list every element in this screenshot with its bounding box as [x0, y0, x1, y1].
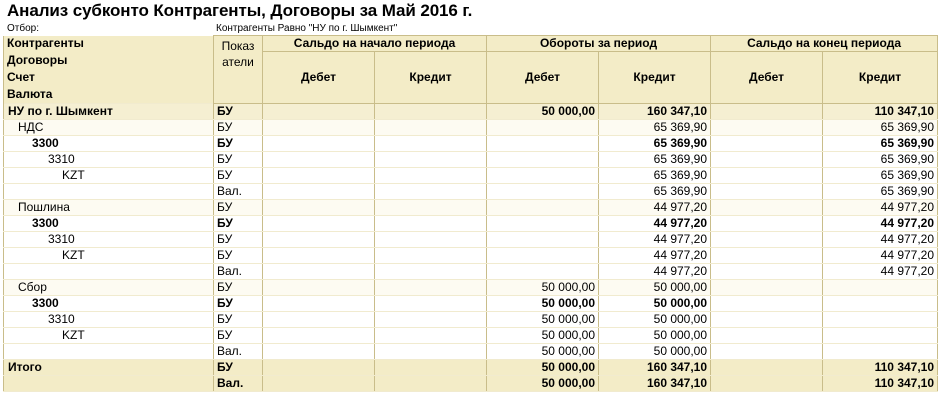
cell-opening-debit [263, 168, 375, 184]
cell-closing-debit [711, 376, 823, 392]
cell-turnover-credit: 44 977,20 [599, 248, 711, 264]
row-indicator: Вал. [214, 184, 263, 200]
row-indicator: БУ [214, 312, 263, 328]
cell-closing-debit [711, 296, 823, 312]
cell-opening-credit [375, 184, 487, 200]
header-closing-credit: Кредит [823, 52, 938, 104]
cell-closing-debit [711, 120, 823, 136]
table-row[interactable] [4, 344, 938, 360]
cell-opening-credit [375, 328, 487, 344]
cell-turnover-credit: 160 347,10 [599, 104, 711, 120]
cell-opening-debit [263, 104, 375, 120]
cell-closing-credit: 65 369,90 [823, 136, 938, 152]
cell-closing-debit [711, 168, 823, 184]
cell-closing-credit: 65 369,90 [823, 120, 938, 136]
cell-turnover-debit: 50 000,00 [487, 280, 599, 296]
cell-turnover-debit: 50 000,00 [487, 344, 599, 360]
table-row[interactable] [4, 104, 938, 120]
row-name: 3310 [4, 312, 214, 328]
cell-turnover-debit [487, 200, 599, 216]
row-name [4, 376, 214, 392]
cell-closing-credit [823, 312, 938, 328]
cell-turnover-debit: 50 000,00 [487, 360, 599, 376]
cell-opening-credit [375, 376, 487, 392]
cell-closing-debit [711, 328, 823, 344]
row-name: 3310 [4, 152, 214, 168]
cell-closing-credit [823, 280, 938, 296]
cell-opening-credit [375, 136, 487, 152]
cell-closing-debit [711, 344, 823, 360]
row-indicator: Вал. [214, 264, 263, 280]
row-indicator: Вал. [214, 344, 263, 360]
row-indicator: БУ [214, 248, 263, 264]
row-name [4, 264, 214, 280]
cell-turnover-credit: 50 000,00 [599, 296, 711, 312]
table-row[interactable] [4, 328, 938, 344]
report-title: Анализ субконто Контрагенты, Договоры за Май 2016 г. [7, 1, 473, 20]
cell-closing-debit [711, 216, 823, 232]
cell-opening-credit [375, 232, 487, 248]
header-level-contract: Договоры [4, 52, 214, 69]
cell-turnover-credit: 65 369,90 [599, 168, 711, 184]
cell-turnover-credit: 44 977,20 [599, 232, 711, 248]
cell-turnover-debit [487, 216, 599, 232]
cell-opening-debit [263, 376, 375, 392]
cell-closing-debit [711, 152, 823, 168]
table-row[interactable] [4, 296, 938, 312]
filter-value: Контрагенты Равно "НУ по г. Шымкент" [216, 23, 398, 34]
cell-opening-debit [263, 200, 375, 216]
header-turnover-credit: Кредит [599, 52, 711, 104]
cell-opening-debit [263, 216, 375, 232]
table-row[interactable] [4, 376, 938, 392]
cell-closing-credit: 110 347,10 [823, 104, 938, 120]
cell-opening-credit [375, 280, 487, 296]
cell-opening-debit [263, 120, 375, 136]
cell-opening-debit [263, 152, 375, 168]
cell-closing-credit: 44 977,20 [823, 200, 938, 216]
header-level-currency: Валюта [4, 86, 214, 104]
cell-opening-debit [263, 264, 375, 280]
cell-turnover-debit: 50 000,00 [487, 328, 599, 344]
cell-closing-debit [711, 136, 823, 152]
header-closing-balance: Сальдо на конец периода [711, 36, 938, 52]
row-indicator: БУ [214, 104, 263, 120]
cell-closing-credit: 110 347,10 [823, 376, 938, 392]
table-row[interactable] [4, 136, 938, 152]
row-name: НДС [4, 120, 214, 136]
row-indicator: БУ [214, 280, 263, 296]
cell-turnover-debit [487, 136, 599, 152]
table-row[interactable] [4, 216, 938, 232]
cell-opening-credit [375, 168, 487, 184]
cell-closing-credit: 44 977,20 [823, 216, 938, 232]
header-level-account: Счет [4, 69, 214, 86]
table-row[interactable] [4, 168, 938, 184]
cell-turnover-credit: 50 000,00 [599, 280, 711, 296]
row-name: Пошлина [4, 200, 214, 216]
row-indicator: БУ [214, 136, 263, 152]
row-indicator: БУ [214, 200, 263, 216]
cell-opening-credit [375, 264, 487, 280]
cell-closing-credit: 44 977,20 [823, 264, 938, 280]
cell-opening-credit [375, 344, 487, 360]
row-indicator: БУ [214, 296, 263, 312]
row-indicator: БУ [214, 216, 263, 232]
table-row[interactable] [4, 200, 938, 216]
header-level-counterparty: Контрагенты [4, 36, 214, 52]
cell-turnover-debit [487, 232, 599, 248]
cell-opening-credit [375, 104, 487, 120]
cell-turnover-credit: 160 347,10 [599, 376, 711, 392]
cell-closing-credit: 110 347,10 [823, 360, 938, 376]
header-opening-balance: Сальдо на начало периода [263, 36, 487, 52]
header-indicator: Показ атели [214, 36, 263, 104]
row-indicator: БУ [214, 120, 263, 136]
row-name [4, 184, 214, 200]
cell-opening-debit [263, 312, 375, 328]
row-indicator: БУ [214, 360, 263, 376]
cell-closing-credit: 65 369,90 [823, 184, 938, 200]
row-indicator: Вал. [214, 376, 263, 392]
table-row[interactable] [4, 280, 938, 296]
row-name: НУ по г. Шымкент [4, 104, 214, 120]
table-row[interactable] [4, 360, 938, 376]
cell-opening-credit [375, 360, 487, 376]
cell-turnover-credit: 50 000,00 [599, 344, 711, 360]
table-row[interactable] [4, 152, 938, 168]
cell-turnover-debit: 50 000,00 [487, 296, 599, 312]
cell-turnover-debit [487, 248, 599, 264]
cell-turnover-credit: 50 000,00 [599, 328, 711, 344]
table-row[interactable] [4, 312, 938, 328]
cell-turnover-credit: 65 369,90 [599, 120, 711, 136]
cell-turnover-debit: 50 000,00 [487, 376, 599, 392]
cell-opening-debit [263, 136, 375, 152]
cell-closing-credit: 65 369,90 [823, 168, 938, 184]
row-name: 3300 [4, 136, 214, 152]
cell-opening-credit [375, 216, 487, 232]
header-turnover: Обороты за период [487, 36, 711, 52]
cell-turnover-debit: 50 000,00 [487, 104, 599, 120]
cell-closing-debit [711, 264, 823, 280]
cell-turnover-credit: 50 000,00 [599, 312, 711, 328]
cell-turnover-credit: 65 369,90 [599, 136, 711, 152]
cell-opening-debit [263, 280, 375, 296]
cell-turnover-credit: 44 977,20 [599, 264, 711, 280]
cell-closing-credit: 44 977,20 [823, 232, 938, 248]
header-opening-debit: Дебет [263, 52, 375, 104]
cell-opening-credit [375, 200, 487, 216]
cell-opening-credit [375, 248, 487, 264]
cell-turnover-credit: 65 369,90 [599, 152, 711, 168]
row-name: 3300 [4, 216, 214, 232]
cell-opening-debit [263, 360, 375, 376]
row-indicator: БУ [214, 232, 263, 248]
cell-opening-debit [263, 344, 375, 360]
row-name [4, 344, 214, 360]
cell-closing-credit: 65 369,90 [823, 152, 938, 168]
cell-opening-debit [263, 184, 375, 200]
table-row[interactable] [4, 248, 938, 264]
cell-turnover-debit [487, 152, 599, 168]
cell-opening-debit [263, 328, 375, 344]
row-indicator: БУ [214, 328, 263, 344]
row-name: Сбор [4, 280, 214, 296]
cell-closing-debit [711, 104, 823, 120]
table-row[interactable] [4, 232, 938, 248]
cell-closing-credit [823, 296, 938, 312]
cell-turnover-credit: 44 977,20 [599, 216, 711, 232]
cell-closing-debit [711, 312, 823, 328]
filter-label: Отбор: [7, 23, 39, 34]
cell-opening-debit [263, 296, 375, 312]
cell-turnover-credit: 160 347,10 [599, 360, 711, 376]
row-indicator: БУ [214, 168, 263, 184]
header-opening-credit: Кредит [375, 52, 487, 104]
row-name: 3310 [4, 232, 214, 248]
row-name: KZT [4, 168, 214, 184]
header-turnover-debit: Дебет [487, 52, 599, 104]
cell-turnover-credit: 65 369,90 [599, 184, 711, 200]
table-row[interactable] [4, 120, 938, 136]
cell-closing-debit [711, 200, 823, 216]
cell-opening-credit [375, 312, 487, 328]
row-indicator: БУ [214, 152, 263, 168]
cell-turnover-debit [487, 184, 599, 200]
cell-closing-debit [711, 232, 823, 248]
cell-turnover-credit: 44 977,20 [599, 200, 711, 216]
cell-opening-debit [263, 232, 375, 248]
row-name: KZT [4, 248, 214, 264]
cell-closing-debit [711, 184, 823, 200]
row-name: 3300 [4, 296, 214, 312]
cell-closing-debit [711, 360, 823, 376]
cell-opening-debit [263, 248, 375, 264]
cell-closing-credit [823, 328, 938, 344]
table-row[interactable] [4, 184, 938, 200]
header-closing-debit: Дебет [711, 52, 823, 104]
cell-turnover-debit: 50 000,00 [487, 312, 599, 328]
cell-closing-debit [711, 248, 823, 264]
row-name: Итого [4, 360, 214, 376]
cell-closing-credit: 44 977,20 [823, 248, 938, 264]
cell-turnover-debit [487, 120, 599, 136]
cell-closing-credit [823, 344, 938, 360]
table-row[interactable] [4, 264, 938, 280]
cell-closing-debit [711, 280, 823, 296]
cell-opening-credit [375, 296, 487, 312]
cell-opening-credit [375, 120, 487, 136]
row-name: KZT [4, 328, 214, 344]
cell-turnover-debit [487, 168, 599, 184]
report-table [3, 35, 938, 392]
cell-opening-credit [375, 152, 487, 168]
cell-turnover-debit [487, 264, 599, 280]
